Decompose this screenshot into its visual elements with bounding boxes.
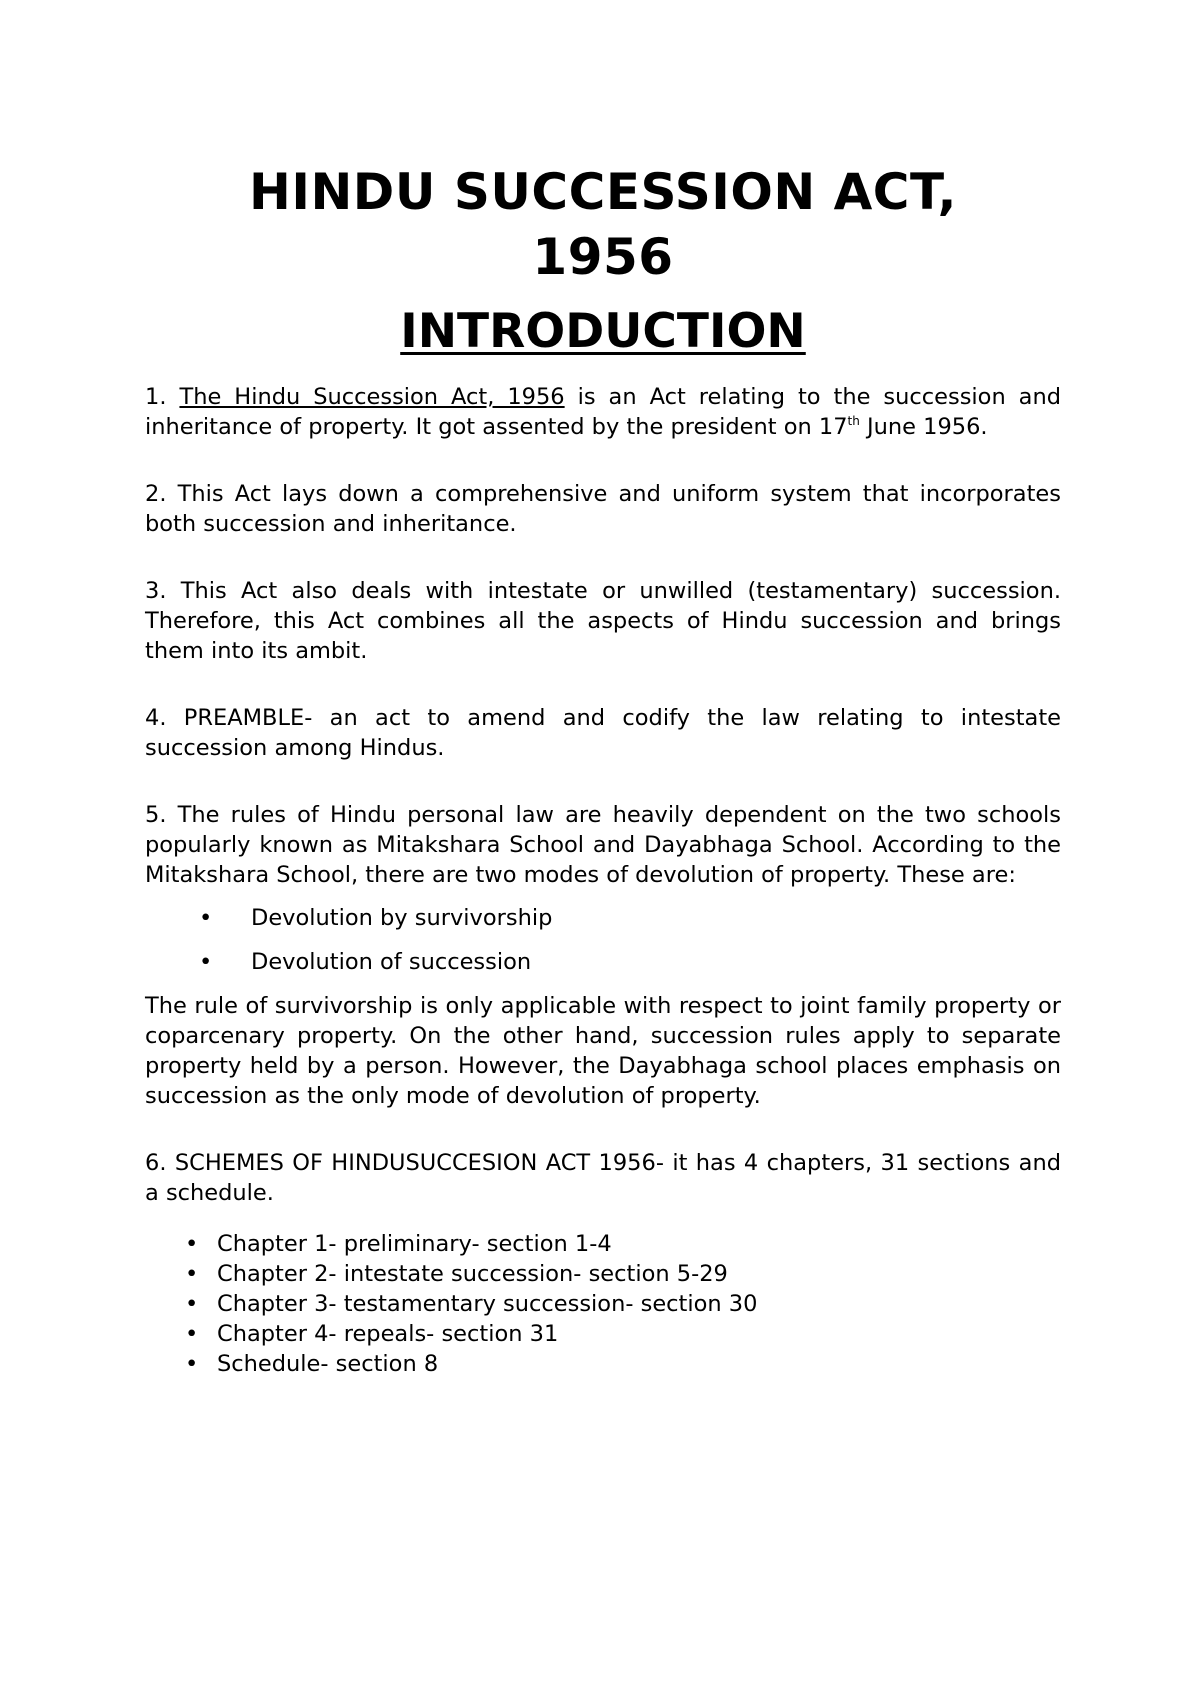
paragraph-1 xyxy=(145,382,1061,442)
paragraph-2: 2. This Act lays down a comprehensive and uniform system that incorporates both succession and inheritance. xyxy=(145,481,1061,537)
bullet-icon: • xyxy=(185,1231,199,1257)
list-item xyxy=(185,1289,1061,1319)
list-item xyxy=(185,1259,1061,1289)
list-item xyxy=(185,1319,1061,1349)
act-name-underlined: The Hindu Succession Act, 1956 xyxy=(179,384,565,410)
bullet-icon: • xyxy=(199,905,213,931)
paragraph-5-continued: The rule of survivorship is only applicable with respect to joint family property or coparcenary property. On the other hand, succession rules apply to separate property held by a person. However, the Dayabhaga school places emphasis on succession as the only mode of devolution of property. xyxy=(145,993,1061,1109)
list-item-text: Devolution by survivorship xyxy=(251,905,553,931)
paragraph-3: 3. This Act also deals with intestate or unwilled (testamentary) succession. Therefore, this Act combines all the aspects of Hindu succession and brings them into its ambit. xyxy=(145,578,1061,664)
list-item xyxy=(199,947,1061,977)
list-item xyxy=(199,903,1061,933)
title-line-1: HINDU SUCCESSION ACT, xyxy=(249,163,957,221)
bullet-icon: • xyxy=(185,1291,199,1317)
paragraph-4: 4. PREAMBLE- an act to amend and codify the law relating to intestate succession among Hindus. xyxy=(145,705,1061,761)
paragraph-1-text-b: June 1956. xyxy=(867,414,988,440)
date-superscript: th xyxy=(847,414,860,428)
section-heading: INTRODUCTION xyxy=(400,304,806,359)
list-item xyxy=(185,1349,1061,1379)
bullet-icon: • xyxy=(185,1321,199,1347)
paragraph-1-text-a: is an Act relating to the succession and inheritance of property. It got assented by the president on 17 xyxy=(145,384,1062,440)
list-item-text: Chapter 3- testamentary succession- section 30 xyxy=(217,1291,758,1317)
list-item-text: Devolution of succession xyxy=(251,949,532,975)
list-item-text: Chapter 1- preliminary- section 1-4 xyxy=(217,1231,612,1257)
list-item-text: Chapter 4- repeals- section 31 xyxy=(217,1321,559,1347)
bullet-icon: • xyxy=(199,949,213,975)
chapters-list xyxy=(145,1229,1061,1379)
devolution-list xyxy=(145,903,1061,977)
paragraph-1-number: 1. xyxy=(145,384,167,410)
paragraph-6: 6. SCHEMES OF HINDUSUCCESION ACT 1956- it has 4 chapters, 31 sections and a schedule. xyxy=(145,1150,1061,1206)
document-title xyxy=(145,160,1061,290)
list-item xyxy=(185,1229,1061,1259)
list-item-text: Schedule- section 8 xyxy=(217,1351,439,1377)
document-page xyxy=(145,0,1061,1379)
paragraph-5: 5. The rules of Hindu personal law are heavily dependent on the two schools popularly known as Mitakshara School and Dayabhaga School. According to the Mitakshara School, there are two modes of devolution of property. These are: xyxy=(145,802,1061,888)
bullet-icon: • xyxy=(185,1261,199,1287)
list-item-text: Chapter 2- intestate succession- section 5-29 xyxy=(217,1261,728,1287)
bullet-icon: • xyxy=(185,1351,199,1377)
title-line-2: 1956 xyxy=(532,228,674,286)
